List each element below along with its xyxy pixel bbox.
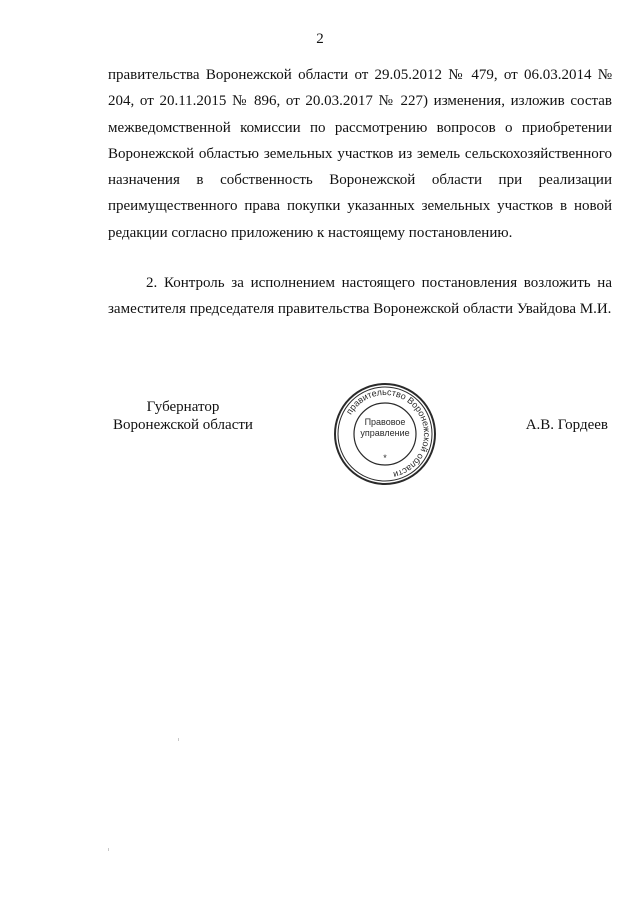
paragraph-1: правительства Воронежской области от 29.05.2012 № 479, от 06.03.2014 № 204, от 20.11.2015 № 896, от 20.03.2017 № 227) изменения, изложив состав межведомственной комиссии по рассмотрению вопросов о приобретении Воронежской областью земельных участков из земель сельскохозяйственного назначения в собственность Воронежской области при реализации преимущественного права покупки указанных земельных участков в новой редакции согласно приложению к настоящему постановлению.	[108, 67, 612, 241]
paragraph-2: 2. Контроль за исполнением настоящего постановления возложить на заместителя председателя правительства Воронежской области Увайдова М.И.	[108, 275, 612, 318]
signatory-name: А.В. Гордеев	[525, 417, 608, 433]
scan-speck	[108, 848, 109, 851]
stamp-seal-graphic	[332, 381, 438, 487]
page-number: 2	[316, 31, 324, 47]
stamp-ring-text: правительство Воронежской области	[344, 386, 433, 481]
signatory-position	[108, 398, 258, 434]
scan-speck	[178, 738, 179, 741]
signatory-position-line-1: Губернатор	[146, 399, 220, 415]
official-stamp	[332, 381, 438, 487]
stamp-star: *	[383, 453, 387, 463]
signatory-position-line-2: Воронежской области	[113, 417, 253, 433]
stamp-center-line-2: управление	[360, 428, 410, 438]
stamp-center-line-1: Правовое	[364, 417, 406, 427]
